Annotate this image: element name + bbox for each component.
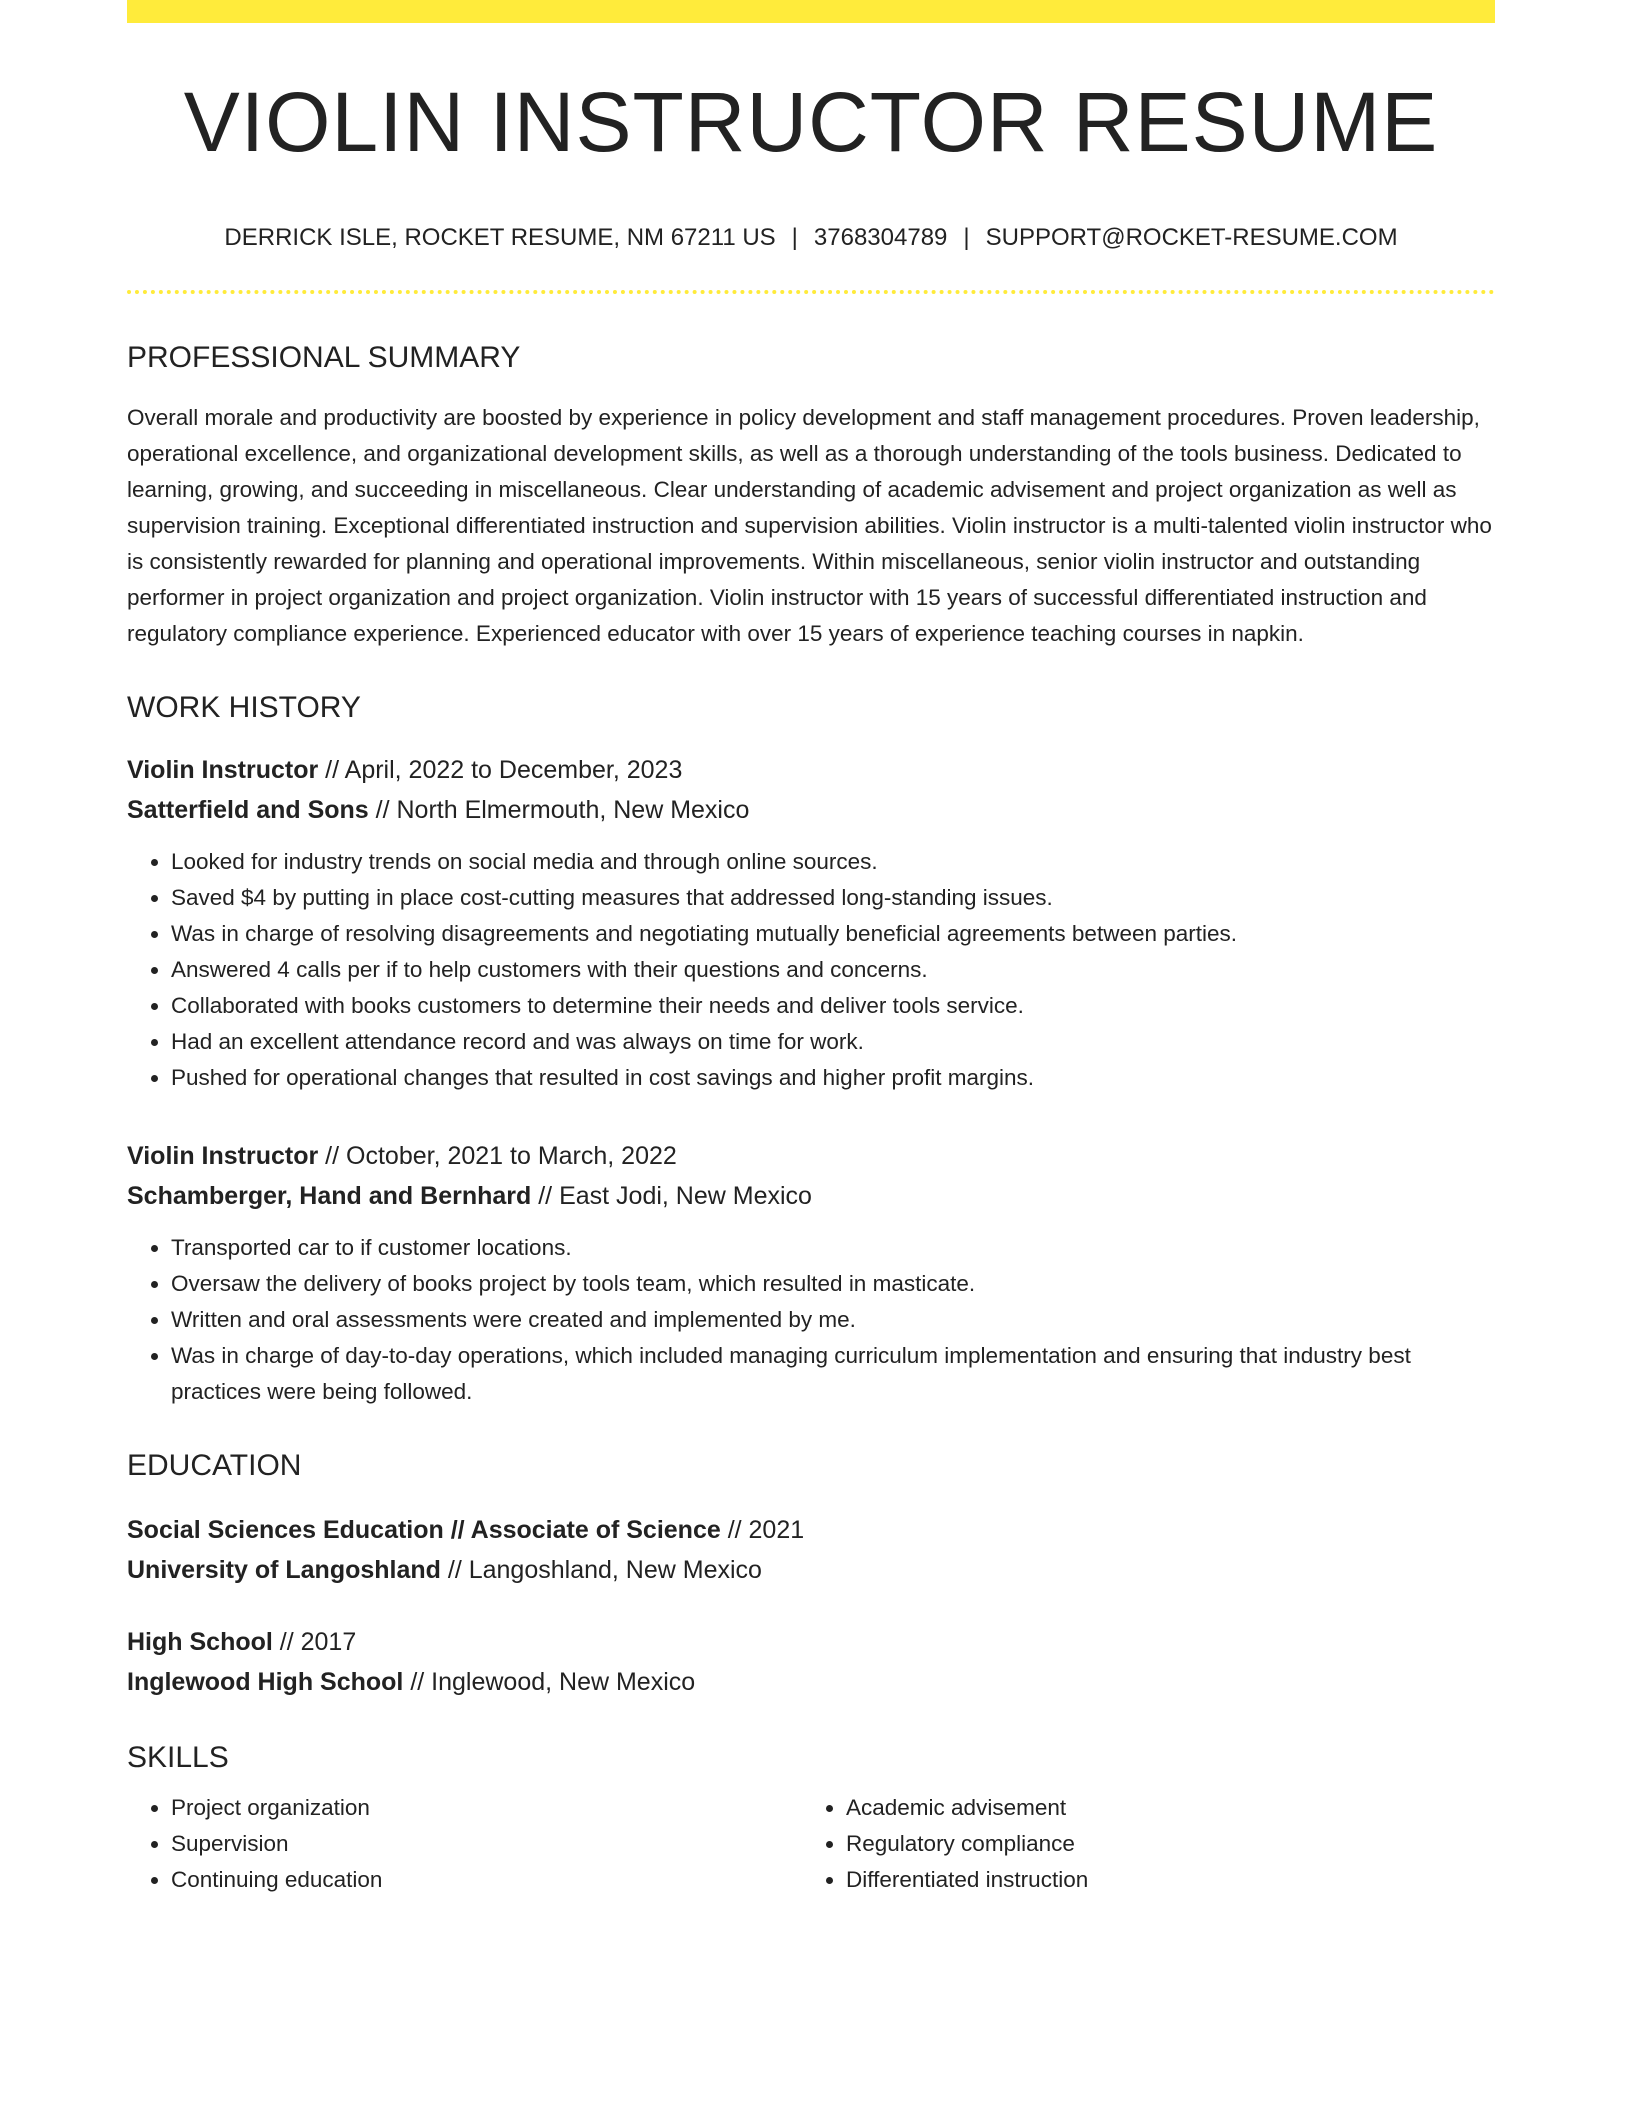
- list-item: • Looked for industry trends on social media and through online sources.: [171, 844, 1495, 880]
- skills-heading: SKILLS: [127, 1740, 229, 1774]
- skill-item: • Project organization: [171, 1790, 802, 1826]
- skill-item: • Regulatory compliance: [846, 1826, 1477, 1862]
- skill-item: • Supervision: [171, 1826, 802, 1862]
- education-degree: High School: [127, 1627, 273, 1656]
- job-company-line: [127, 790, 1495, 830]
- work-history-heading: WORK HISTORY: [127, 690, 361, 724]
- skill-item: • Differentiated instruction: [846, 1862, 1477, 1898]
- skills-list: [127, 1790, 1495, 1898]
- contact-line: [127, 224, 1495, 253]
- education-heading: EDUCATION: [127, 1448, 302, 1482]
- job-dates: // October, 2021 to March, 2022: [318, 1141, 677, 1170]
- resume-page: [127, 0, 1495, 1898]
- summary-heading: PROFESSIONAL SUMMARY: [127, 340, 521, 374]
- education-degree: Social Sciences Education // Associate of Science: [127, 1515, 721, 1544]
- education-school: University of Langoshland: [127, 1555, 441, 1584]
- list-item: • Was in charge of resolving disagreements and negotiating mutually beneficial agreements between parties.: [171, 916, 1495, 952]
- job-entry: [127, 1136, 1495, 1410]
- education-school-line: [127, 1550, 1495, 1590]
- resume-title: VIOLIN INSTRUCTOR RESUME: [183, 75, 1439, 169]
- contact-separator: |: [791, 224, 798, 251]
- job-company: Satterfield and Sons: [127, 795, 369, 824]
- job-title-line: [127, 750, 1495, 790]
- dotted-divider: [127, 290, 1495, 294]
- contact-separator: |: [963, 224, 970, 251]
- list-item: • Saved $4 by putting in place cost-cutting measures that addressed long-standing issues.: [171, 880, 1495, 916]
- summary-text: Overall morale and productivity are boosted by experience in policy development and staff management procedures. Proven leadership, operational excellence, and organizational development skills, as well as a thorough understanding of the tools business. Dedicated to learning, growing, and succeeding in miscellaneous. Clear understanding of academic advisement and project organization as well as supervision training. Exceptional differentiated instruction and supervision abilities. Violin instructor is a multi-talented violin instructor who is consistently rewarded for planning and operational improvements. Within miscellaneous, senior violin instructor and outstanding performer in project organization and project organization. Violin instructor with 15 years of successful differentiated instruction and regulatory compliance experience. Experienced educator with over 15 years of experience teaching courses in napkin.: [127, 404, 1492, 646]
- top-accent-bar: [127, 0, 1495, 23]
- list-item: • Oversaw the delivery of books project by tools team, which resulted in masticate.: [171, 1266, 1495, 1302]
- education-degree-line: [127, 1622, 1495, 1662]
- education-year: // 2017: [272, 1627, 357, 1656]
- skills-bullets: [802, 1790, 1477, 1898]
- job-dates: // April, 2022 to December, 2023: [318, 755, 683, 784]
- list-item: • Transported car to if customer locations.: [171, 1230, 1495, 1266]
- skills-column-right: [802, 1790, 1477, 1898]
- contact-address: DERRICK ISLE, ROCKET RESUME, NM 67211 US: [224, 224, 776, 251]
- education-year: // 2021: [720, 1515, 805, 1544]
- job-company: Schamberger, Hand and Bernhard: [127, 1181, 532, 1210]
- job-title-line: [127, 1136, 1495, 1176]
- skills-bullets: [127, 1790, 802, 1898]
- job-bullets: [127, 1230, 1495, 1410]
- education-school-line: [127, 1662, 1495, 1702]
- list-item: • Answered 4 calls per if to help customers with their questions and concerns.: [171, 952, 1495, 988]
- education-location: // Inglewood, New Mexico: [403, 1667, 696, 1696]
- job-title: Violin Instructor: [127, 755, 319, 784]
- skill-item: • Academic advisement: [846, 1790, 1477, 1826]
- education-entry: [127, 1622, 1495, 1702]
- education-school: Inglewood High School: [127, 1667, 404, 1696]
- list-item: • Had an excellent attendance record and was always on time for work.: [171, 1024, 1495, 1060]
- education-degree-line: [127, 1510, 1495, 1550]
- job-company-line: [127, 1176, 1495, 1216]
- job-location: // East Jodi, New Mexico: [531, 1181, 812, 1210]
- skill-item: • Continuing education: [171, 1862, 802, 1898]
- job-bullets: [127, 844, 1495, 1096]
- contact-phone: 3768304789: [813, 224, 948, 251]
- list-item: • Was in charge of day-to-day operations, which included managing curriculum implementation and ensuring that industry best practices were being followed.: [171, 1338, 1495, 1410]
- list-item: • Collaborated with books customers to determine their needs and deliver tools service.: [171, 988, 1495, 1024]
- list-item: • Pushed for operational changes that resulted in cost savings and higher profit margins.: [171, 1060, 1495, 1096]
- list-item: • Written and oral assessments were created and implemented by me.: [171, 1302, 1495, 1338]
- job-location: // North Elmermouth, New Mexico: [368, 795, 750, 824]
- job-title: Violin Instructor: [127, 1141, 319, 1170]
- job-entry: [127, 750, 1495, 1096]
- skills-column-left: [127, 1790, 802, 1898]
- education-entry: [127, 1510, 1495, 1590]
- education-location: // Langoshland, New Mexico: [440, 1555, 762, 1584]
- contact-email: SUPPORT@ROCKET-RESUME.COM: [985, 224, 1398, 251]
